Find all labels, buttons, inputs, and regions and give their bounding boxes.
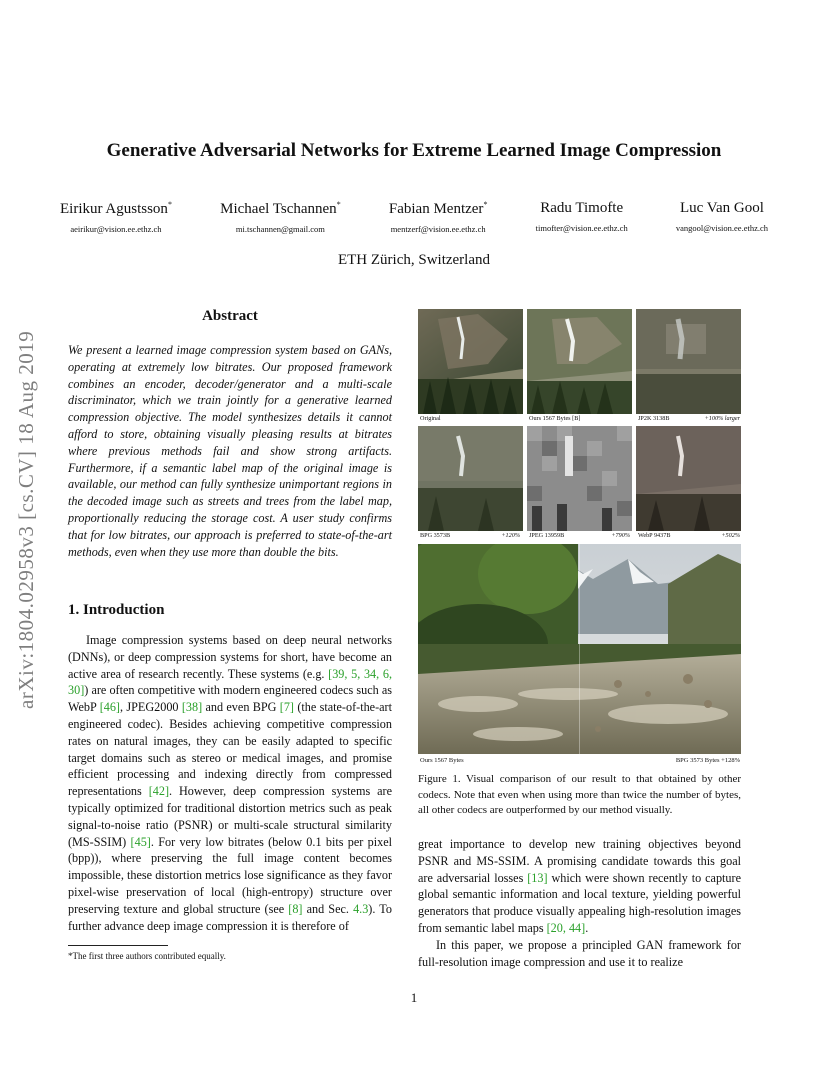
citation-link[interactable]: [39, 5, 34, 6, 30] bbox=[68, 666, 392, 698]
figure-label-left: WebP 9437B bbox=[638, 532, 671, 539]
figure-label-bpg: BPG 3573 Bytes +128% bbox=[675, 757, 740, 764]
paper-title: Generative Adversarial Networks for Extreme Learned Image Compression bbox=[106, 140, 722, 161]
footnote-rule bbox=[68, 945, 168, 946]
figure-label-ours: Ours 1567 Bytes bbox=[420, 757, 464, 764]
author-1 bbox=[60, 200, 172, 234]
figure-caption: Figure 1. Visual comparison of our result to that obtained by other codecs. Note that even when using more than twice the number of bytes, all other codecs are outperformed by our method visually. bbox=[418, 773, 741, 816]
figure-thumb-original bbox=[418, 309, 523, 414]
figure-thumb-jp2k bbox=[636, 309, 741, 414]
author-list bbox=[60, 200, 768, 234]
abstract-heading: Abstract bbox=[202, 308, 258, 324]
author-mark: * bbox=[336, 200, 341, 209]
author-3 bbox=[389, 200, 488, 234]
figure-label-left: BPG 3573B bbox=[420, 532, 451, 539]
author-email: mentzerf@vision.ee.ethz.ch bbox=[390, 224, 486, 234]
author-2 bbox=[220, 200, 341, 234]
author-5 bbox=[676, 200, 768, 234]
citation-link[interactable]: [20, 44] bbox=[546, 920, 586, 935]
author-name: Eirikur Agustsson bbox=[60, 201, 168, 217]
figure-label-right: +120% bbox=[501, 532, 520, 539]
text-run: . For very low bitrates (below 0.1 bits per pixel (bpp)), where preserving the full image content becomes impossible, these distortion metrics lose significance as they favor pixel-wise preservation of local (high-entropy) structure over preserving texture and global structure (see bbox=[68, 834, 392, 916]
figure-thumb-bpg bbox=[418, 426, 523, 531]
author-email: aeirikur@vision.ee.ethz.ch bbox=[70, 224, 162, 234]
citation-link[interactable]: [45] bbox=[130, 834, 151, 849]
figure-thumb-ours bbox=[527, 309, 632, 414]
text-run: . bbox=[585, 920, 589, 935]
section-link[interactable]: 4.3 bbox=[353, 901, 369, 916]
citation-link[interactable]: [46] bbox=[99, 700, 120, 715]
author-mark: * bbox=[483, 200, 488, 209]
paragraph bbox=[418, 836, 741, 937]
text-run: and even BPG bbox=[202, 700, 280, 715]
author-name: Fabian Mentzer bbox=[388, 201, 484, 217]
author-email: mi.tschannen@gmail.com bbox=[235, 224, 325, 234]
citation-link[interactable]: [7] bbox=[279, 700, 294, 715]
text-run: (the state-of-the-art engineered codec). Besides achieving competitive compression rates on natural images, they can be easily adapted to specific target domains such as stereo or medical images, and promise efficient processing and indexing directly from compressed representations bbox=[68, 700, 393, 799]
section-heading-introduction: 1. Introduction bbox=[68, 602, 165, 618]
citation-link[interactable]: [42] bbox=[148, 784, 170, 799]
author-4 bbox=[536, 200, 628, 234]
introduction-paragraph bbox=[68, 632, 392, 934]
text-run: , JPEG2000 bbox=[120, 700, 182, 715]
affiliation: ETH Zürich, Switzerland bbox=[337, 252, 491, 268]
text-run: . However, deep compression systems are typically optimized for traditional distortion metrics such as peak signal-to-noise ratio (PSNR) or multi-scale structural similarity (MS-SSIM) bbox=[68, 784, 392, 849]
text-run: ) are often competitive with modern engineered codecs such as WebP bbox=[68, 683, 392, 715]
author-name: Radu Timofte bbox=[540, 200, 624, 216]
author-name: Luc Van Gool bbox=[680, 200, 764, 216]
text-run: Image compression systems based on deep neural networks (DNNs), or deep compression systems for short, have become an active area of research recently. These systems (e.g. bbox=[68, 633, 392, 681]
figure-thumb-webp bbox=[636, 426, 741, 531]
figure-label-right: +502% bbox=[721, 532, 740, 539]
figure-label-left: JP2K 3138B bbox=[638, 415, 670, 422]
figure-label-left: Original bbox=[420, 415, 441, 422]
page-number: 1 bbox=[410, 990, 418, 1005]
figure-label-left: Ours 1567 Bytes [B] bbox=[529, 415, 581, 422]
citation-link[interactable]: [8] bbox=[288, 901, 303, 916]
footnote: *The first three authors contributed equally. bbox=[68, 951, 226, 961]
text-run: and Sec. bbox=[302, 901, 354, 916]
figure-thumb-jpeg bbox=[527, 426, 632, 531]
text-run: great importance to develop new training objectives beyond PSNR and MS-SSIM. A promising candidate towards this goal are adversarial losses bbox=[418, 837, 741, 885]
abstract-text: We present a learned image compression system based on GANs, operating at extremely low bitrates. Our proposed framework combines an encoder, decoder/generator and a multi-scale discriminator, which we train jointly for a generative learned compression objective. The model synthesizes details it cannot afford to store, obtaining visually pleasing results at bitrates where previous methods fail and show strong artifacts. Furthermore, if a semantic label map of the original image is available, our method can fully synthesize unimportant regions in the decoded image such as streets and trees from the label map, proportionally reducing the storage cost. A user study confirms that for low bitrates, our approach is preferred to state-of-the-art methods, even when they use more than double the bits. bbox=[68, 343, 392, 559]
author-email: timofter@vision.ee.ethz.ch bbox=[535, 223, 628, 233]
figure-label-right: +790% bbox=[611, 532, 630, 539]
text-run: which were shown recently to capture global semantic information and local texture, yielding powerful generators that produce visually appealing high-resolution images from semantic label maps bbox=[418, 870, 741, 935]
citation-link[interactable]: [13] bbox=[527, 870, 548, 885]
text-run: ). To further advance deep image compression it is therefore of bbox=[68, 901, 392, 933]
arxiv-stamp: arXiv:1804.02958v3 [cs.CV] 18 Aug 2019 bbox=[14, 330, 38, 710]
author-mark: * bbox=[167, 200, 172, 209]
figure-label-left: JPEG 13959B bbox=[529, 532, 565, 539]
figure-label-right: +100% larger bbox=[704, 415, 740, 422]
author-name: Michael Tschannen bbox=[220, 201, 337, 217]
author-email: vangool@vision.ee.ethz.ch bbox=[675, 223, 768, 233]
figure-comparison-image bbox=[418, 544, 741, 754]
paragraph: In this paper, we propose a principled GAN framework for full-resolution image compression and use it to realize bbox=[418, 937, 741, 969]
right-column-text bbox=[418, 836, 741, 970]
citation-link[interactable]: [38] bbox=[181, 700, 203, 715]
